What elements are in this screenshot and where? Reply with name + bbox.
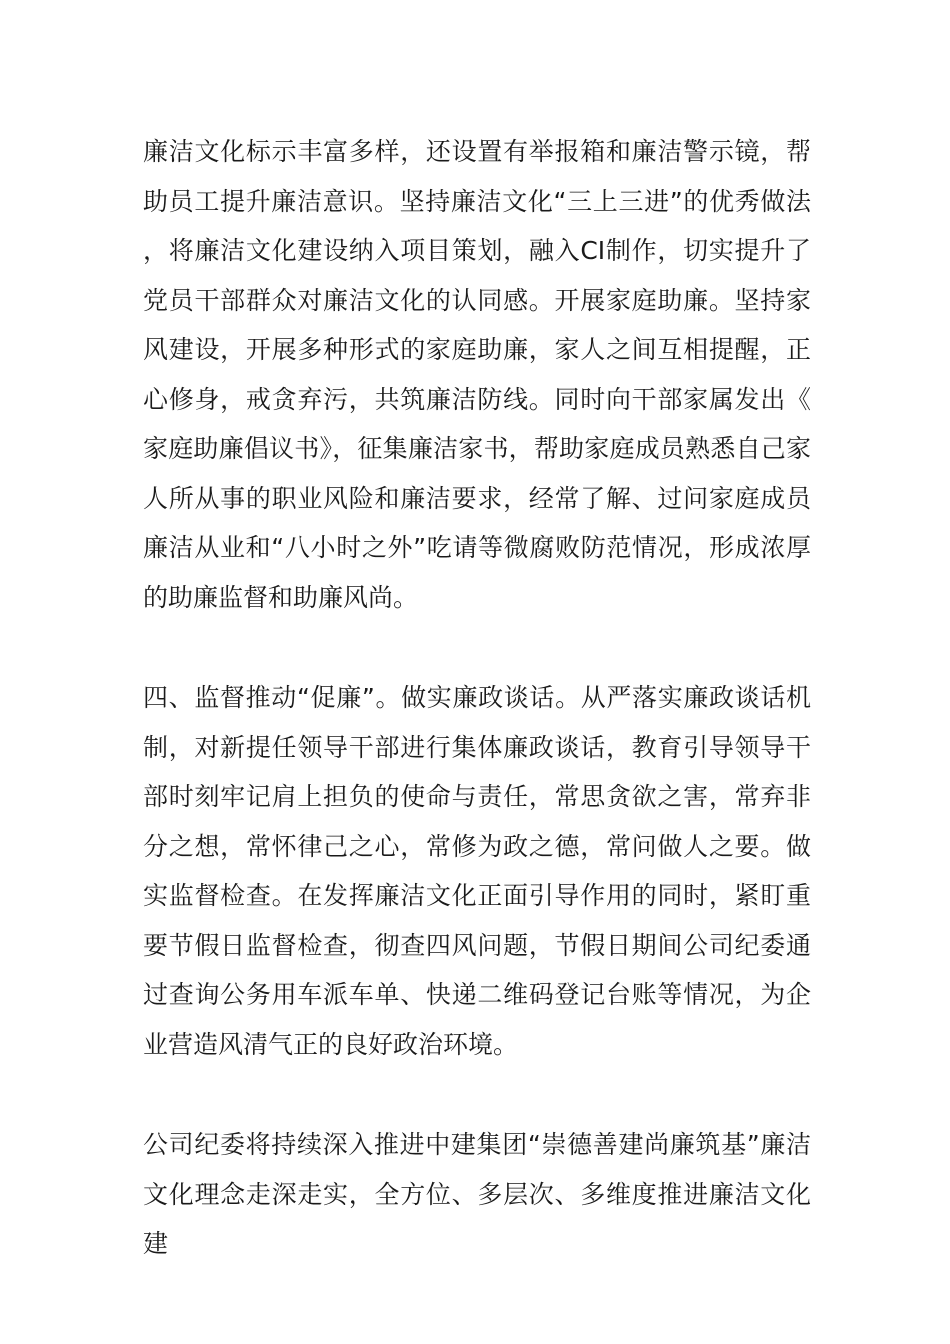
paragraph-family-integrity: 廉洁文化标示丰富多样，还设置有举报箱和廉洁警示镜，帮助员工提升廉洁意识。坚持廉洁文化“三上三进”的优秀做法，将廉洁文化建设纳入项目策划，融入CI制作，切实提升了党员干部群众对廉洁文化的认同感。开展家庭助廉。坚持家风建设，开展多种形式的家庭助廉，家人之间互相提醒，正心修身，戒贪弃污，共筑廉洁防线。同时向干部家属发出《家庭助廉倡议书》，征集廉洁家书，帮助家庭成员熟悉自己家人所从事的职业风险和廉洁要求，经常了解、过问家庭成员廉洁从业和“八小时之外”吃请等微腐败防范情况，形成浓厚的助廉监督和助廉风尚。 [143, 137, 811, 612]
paragraph-conclusion: 公司纪委将持续深入推进中建集团“崇德善建尚廉筑基”廉洁文化理念走深走实，全方位、多层次、多维度推进廉洁文化建 [143, 1130, 811, 1258]
paragraph-supervision: 四、监督推动“促廉”。做实廉政谈话。从严落实廉政谈话机制，对新提任领导干部进行集体廉政谈话，教育引导领导干部时刻牢记肩上担负的使命与责任，常思贪欲之害，常弃非分之想，常怀律己之心，常修为政之德，常问做人之要。做实监督检查。在发挥廉洁文化正面引导作用的同时，紧盯重要节假日监督检查，彻查四风问题，节假日期间公司纪委通过查询公务用车派车单、快递二维码登记台账等情况，为企业营造风清气正的良好政治环境。 [143, 683, 811, 1059]
